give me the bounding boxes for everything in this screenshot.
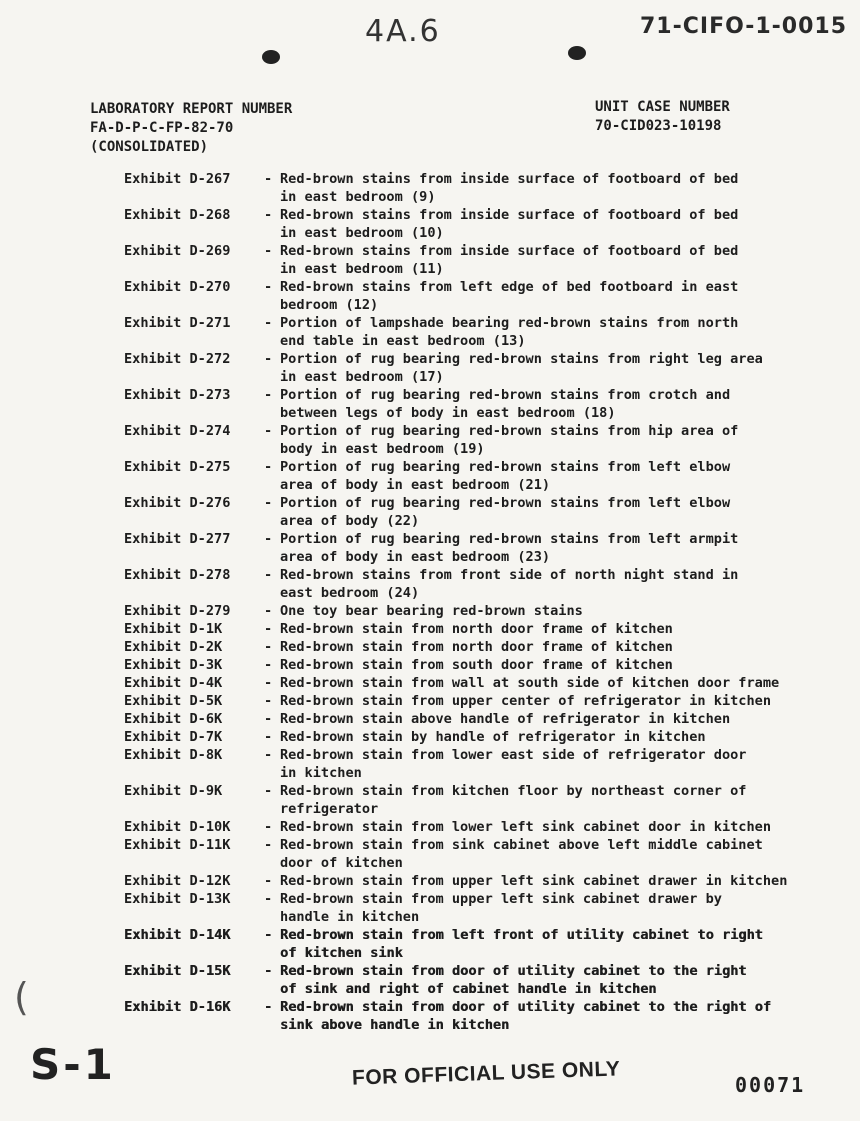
exhibit-description: Red-brown stain from lower east side of refrigerator door in kitchen [280, 747, 747, 781]
exhibit-description: Portion of rug bearing red-brown stains from right leg area in east bedroom (17) [280, 351, 763, 385]
exhibit-row [124, 350, 844, 386]
exhibit-row [124, 872, 844, 890]
unit-case-header [595, 98, 730, 136]
exhibit-row [124, 530, 844, 566]
exhibit-description: Red-brown stain from left front of utility cabinet to right of kitchen sink [280, 927, 763, 961]
exhibit-separator: - [264, 423, 273, 439]
exhibit-label: Exhibit D-269 [124, 243, 231, 259]
exhibit-list [124, 170, 844, 1034]
exhibit-description: Portion of rug bearing red-brown stains from left armpit area of body in east bedroom (23) [280, 531, 739, 565]
exhibit-separator: - [264, 621, 273, 637]
exhibit-row [124, 494, 844, 530]
exhibit-separator: - [264, 207, 273, 223]
lab-report-header [90, 100, 292, 157]
exhibit-separator: - [264, 657, 273, 673]
exhibit-label: Exhibit D-278 [124, 567, 231, 583]
exhibit-row [124, 836, 844, 872]
exhibit-separator: - [264, 873, 273, 889]
lab-report-number: FA-D-P-C-FP-82-70 [90, 120, 234, 136]
exhibit-row [124, 692, 844, 710]
exhibit-separator: - [264, 963, 273, 979]
exhibit-description: Portion of lampshade bearing red-brown stains from north end table in east bedroom (13) [280, 315, 739, 349]
unit-case-label: UNIT CASE NUMBER [595, 99, 730, 115]
exhibit-row [124, 638, 844, 656]
exhibit-description: Red-brown stain from upper left sink cabinet drawer by handle in kitchen [280, 891, 722, 925]
exhibit-row [124, 386, 844, 422]
exhibit-label: Exhibit D-276 [124, 495, 231, 511]
exhibit-row [124, 314, 844, 350]
exhibit-label: Exhibit D-8K [124, 747, 223, 763]
exhibit-label: Exhibit D-12K [124, 873, 231, 889]
page-number: 00071 [735, 1073, 806, 1097]
exhibit-label: Exhibit D-11K [124, 837, 231, 853]
exhibit-label: Exhibit D-1K [124, 621, 223, 637]
exhibit-label: Exhibit D-274 [124, 423, 231, 439]
exhibit-row [124, 242, 844, 278]
exhibit-separator: - [264, 243, 273, 259]
exhibit-description: Red-brown stain from upper center of refrigerator in kitchen [280, 693, 772, 709]
exhibit-label: Exhibit D-5K [124, 693, 223, 709]
exhibit-label: Exhibit D-13K [124, 891, 231, 907]
exhibit-separator: - [264, 783, 273, 799]
official-use-stamp: FOR OFFICIAL USE ONLY [351, 1057, 621, 1090]
exhibit-row [124, 782, 844, 818]
exhibit-description: Portion of rug bearing red-brown stains from crotch and between legs of body in east bedroom (18) [280, 387, 731, 421]
document-id: 71-CIFO-1-0015 [640, 14, 848, 39]
exhibit-separator: - [264, 729, 273, 745]
exhibit-description: Portion of rug bearing red-brown stains from left elbow area of body (22) [280, 495, 731, 529]
exhibit-label: Exhibit D-272 [124, 351, 231, 367]
exhibit-row [124, 674, 844, 692]
exhibit-separator: - [264, 891, 273, 907]
exhibit-label: Exhibit D-14K [124, 927, 231, 943]
exhibit-separator: - [264, 927, 273, 943]
exhibit-description: Red-brown stain from north door frame of kitchen [280, 621, 673, 637]
exhibit-row [124, 170, 844, 206]
exhibit-separator: - [264, 531, 273, 547]
exhibit-label: Exhibit D-7K [124, 729, 223, 745]
exhibit-description: Red-brown stains from inside surface of footboard of bed in east bedroom (9) [280, 171, 739, 205]
exhibit-description: Red-brown stain from sink cabinet above left middle cabinet door of kitchen [280, 837, 763, 871]
exhibit-description: Red-brown stain from door of utility cabinet to the right of sink and right of cabinet handle in kitchen [280, 963, 747, 997]
exhibit-description: Red-brown stains from inside surface of footboard of bed in east bedroom (11) [280, 243, 739, 277]
exhibit-label: Exhibit D-2K [124, 639, 223, 655]
exhibit-row [124, 620, 844, 638]
unit-case-number: 70-CID023-10198 [595, 118, 722, 134]
exhibit-separator: - [264, 675, 273, 691]
exhibit-row [124, 206, 844, 242]
exhibit-label: Exhibit D-10K [124, 819, 231, 835]
exhibit-description: Portion of rug bearing red-brown stains from left elbow area of body in east bedroom (21) [280, 459, 731, 493]
exhibit-row [124, 656, 844, 674]
exhibit-label: Exhibit D-279 [124, 603, 231, 619]
exhibit-description: Red-brown stain from door of utility cabinet to the right of sink above handle in kitchen [280, 999, 772, 1033]
exhibit-separator: - [264, 387, 273, 403]
exhibit-row [124, 728, 844, 746]
exhibit-row [124, 278, 844, 314]
exhibit-description: Red-brown stain from south door frame of kitchen [280, 657, 673, 673]
exhibit-label: Exhibit D-9K [124, 783, 223, 799]
exhibit-separator: - [264, 459, 273, 475]
exhibit-label: Exhibit D-267 [124, 171, 231, 187]
exhibit-separator: - [264, 495, 273, 511]
exhibit-description: Red-brown stains from inside surface of footboard of bed in east bedroom (10) [280, 207, 739, 241]
exhibit-separator: - [264, 693, 273, 709]
exhibit-label: Exhibit D-270 [124, 279, 231, 295]
exhibit-row [124, 458, 844, 494]
punch-hole-right [568, 46, 586, 60]
exhibit-separator: - [264, 603, 273, 619]
exhibit-label: Exhibit D-273 [124, 387, 231, 403]
exhibit-row [124, 998, 844, 1034]
exhibit-description: One toy bear bearing red-brown stains [280, 603, 583, 619]
exhibit-description: Red-brown stain from kitchen floor by northeast corner of refrigerator [280, 783, 747, 817]
punch-hole-left [262, 50, 280, 64]
exhibit-label: Exhibit D-6K [124, 711, 223, 727]
exhibit-separator: - [264, 279, 273, 295]
exhibit-separator: - [264, 999, 273, 1015]
exhibit-description: Red-brown stain above handle of refrigerator in kitchen [280, 711, 731, 727]
exhibit-label: Exhibit D-275 [124, 459, 231, 475]
exhibit-separator: - [264, 639, 273, 655]
exhibit-separator: - [264, 567, 273, 583]
exhibit-description: Red-brown stain from lower left sink cabinet door in kitchen [280, 819, 772, 835]
exhibit-row [124, 926, 844, 962]
exhibit-label: Exhibit D-3K [124, 657, 223, 673]
exhibit-label: Exhibit D-268 [124, 207, 231, 223]
exhibit-label: Exhibit D-277 [124, 531, 231, 547]
exhibit-description: Red-brown stain from wall at south side of kitchen door frame [280, 675, 780, 691]
exhibit-separator: - [264, 747, 273, 763]
exhibit-description: Red-brown stain from upper left sink cabinet drawer in kitchen [280, 873, 788, 889]
exhibit-row [124, 890, 844, 926]
margin-mark: ( [14, 975, 29, 1019]
exhibit-separator: - [264, 819, 273, 835]
exhibit-description: Red-brown stains from front side of north night stand in east bedroom (24) [280, 567, 739, 601]
lab-report-note: (CONSOLIDATED) [90, 139, 209, 155]
exhibit-description: Red-brown stain by handle of refrigerator in kitchen [280, 729, 706, 745]
exhibit-row [124, 746, 844, 782]
exhibit-row [124, 710, 844, 728]
handwritten-annotation-bottom: S-1 [30, 1040, 116, 1089]
exhibit-separator: - [264, 171, 273, 187]
exhibit-row [124, 566, 844, 602]
exhibit-row [124, 422, 844, 458]
exhibit-separator: - [264, 837, 273, 853]
exhibit-row [124, 962, 844, 998]
exhibit-row [124, 818, 844, 836]
exhibit-label: Exhibit D-271 [124, 315, 231, 331]
exhibit-label: Exhibit D-4K [124, 675, 223, 691]
exhibit-description: Portion of rug bearing red-brown stains from hip area of body in east bedroom (19) [280, 423, 739, 457]
lab-report-label: LABORATORY REPORT NUMBER [90, 101, 293, 117]
exhibit-separator: - [264, 351, 273, 367]
exhibit-separator: - [264, 711, 273, 727]
exhibit-description: Red-brown stain from north door frame of kitchen [280, 639, 673, 655]
exhibit-label: Exhibit D-15K [124, 963, 231, 979]
exhibit-label: Exhibit D-16K [124, 999, 231, 1015]
exhibit-description: Red-brown stains from left edge of bed footboard in east bedroom (12) [280, 279, 739, 313]
exhibit-row [124, 602, 844, 620]
handwritten-annotation-top: 4A.6 [365, 14, 441, 49]
exhibit-separator: - [264, 315, 273, 331]
